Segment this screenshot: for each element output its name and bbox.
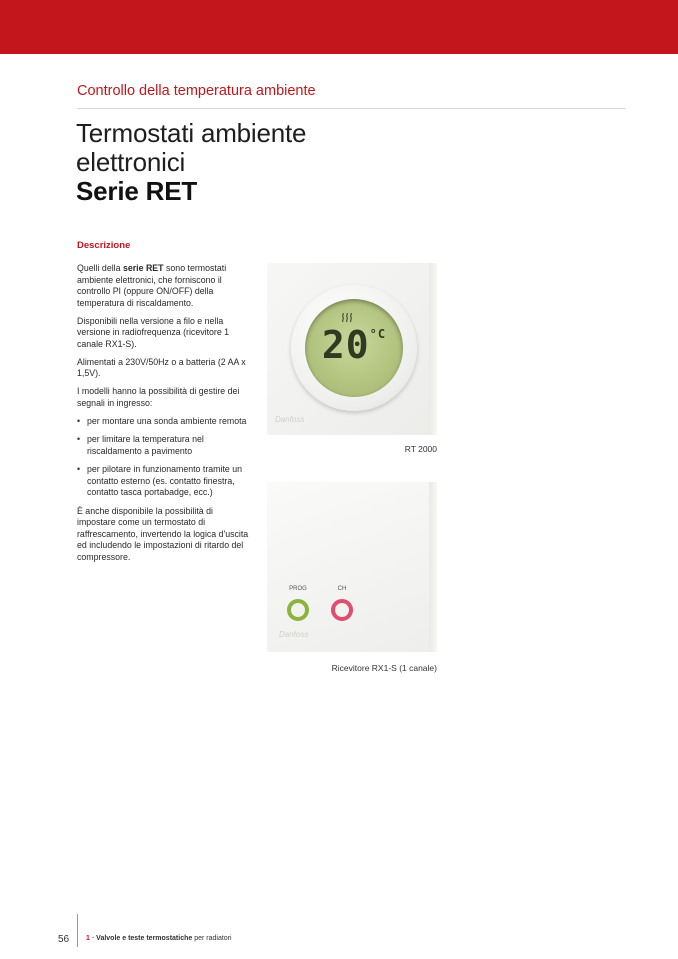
section-divider	[77, 108, 626, 109]
section-title: Controllo della temperatura ambiente	[77, 83, 316, 99]
description-body	[77, 263, 252, 570]
chapter-subtitle: per radiatori	[194, 935, 232, 942]
chapter-title: Valvole e teste termostatiche	[96, 935, 193, 942]
list-item: • per montare una sonda ambiente remota	[77, 416, 252, 428]
paragraph-cooling: È anche disponibile la possibilità di impostare come un termostato di raffrescamento, invertendo la logica d'uscita ed includendo le impostazioni di ritardo del compressore.	[77, 505, 249, 562]
prog-indicator-ring	[287, 599, 309, 621]
page-title	[76, 119, 306, 206]
receiver-photo	[267, 482, 437, 652]
title-line-2: elettronici	[76, 147, 186, 177]
brand-logo: Danfoss	[275, 415, 305, 424]
paragraph-inputs: I modelli hanno la possibilità di gestire dei segnali in ingresso:	[77, 386, 240, 408]
prog-label: PROG	[289, 586, 307, 592]
paragraph-versions: Disponibili nella versione a filo e nella versione in radiofrequenza (ricevitore 1 canale RX1-S).	[77, 315, 230, 349]
ch-label: CH	[337, 586, 347, 592]
temperature-readout: $20^{^\circ C}$	[321, 323, 387, 367]
lcd-display	[305, 299, 403, 397]
header-bar	[0, 0, 678, 54]
paragraph-power: Alimentati a 230V/50Hz o a batteria (2 AA x 1,5V).	[77, 356, 246, 378]
footer-chapter	[86, 935, 232, 942]
series-name: serie RET	[122, 263, 164, 273]
heating-icon	[341, 313, 353, 323]
thermostat-photo	[267, 263, 437, 435]
page-number: 56	[58, 934, 70, 945]
thermostat-dial	[291, 285, 417, 411]
list-item: • per pilotare in funzionamento tramite un contatto esterno (es. contatto finestra, contatto tasca portabadge, ecc.)	[77, 464, 252, 499]
brand-logo: Danfoss	[279, 630, 309, 639]
figure-caption: Ricevitore RX1-S (1 canale)	[331, 663, 437, 673]
description-heading: Descrizione	[77, 240, 131, 251]
ch-indicator-ring	[331, 599, 353, 621]
paragraph-intro: Quelli della serie RET sono termostati ambiente elettronici, che forniscono il controllo PI (oppure ON/OFF) della temperatura di riscaldamento.	[77, 263, 227, 308]
list-item: • per limitare la temperatura nel riscaldamento a pavimento	[77, 434, 252, 457]
title-line-3: Serie RET	[76, 176, 198, 206]
footer-separator: -	[91, 935, 95, 942]
input-list	[77, 416, 252, 499]
footer-divider	[77, 914, 78, 947]
chapter-number: 1	[86, 935, 90, 942]
figure-caption: RT 2000	[404, 444, 437, 454]
title-line-1: Termostati ambiente	[76, 118, 307, 148]
